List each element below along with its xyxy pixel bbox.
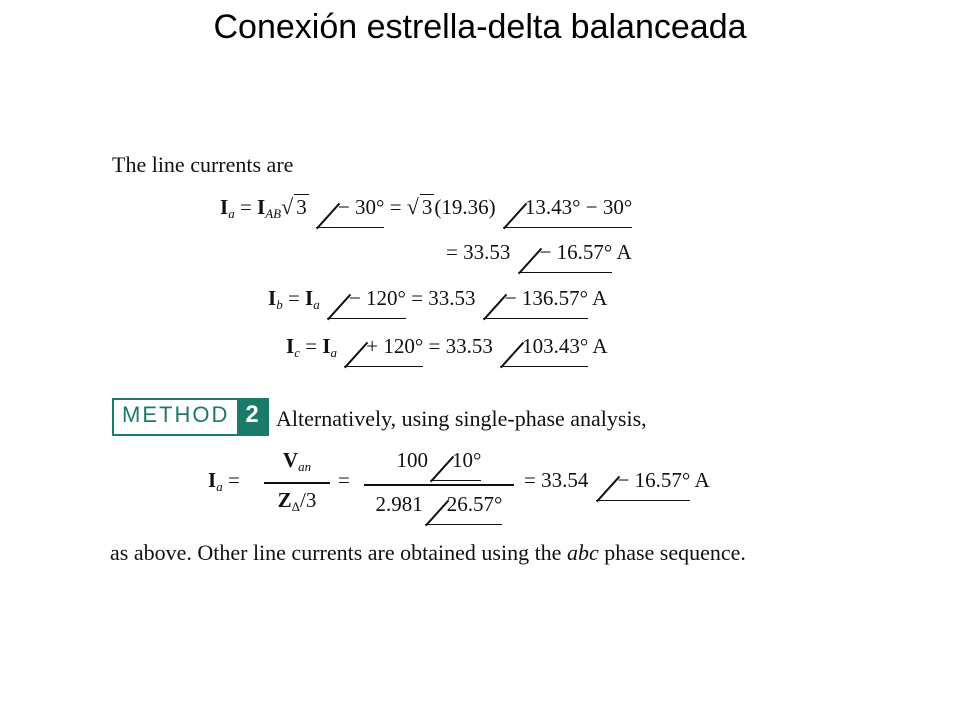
eq1-iab-subscript: AB [265,206,282,221]
equation-ic [286,334,608,361]
eq1-angle-2-value: 13.43° − 30° [524,195,633,219]
eq4-rhs-subscript: a [330,345,337,360]
eq3-angle-2 [483,286,588,311]
eq5-lhs-subscript: a [216,479,223,494]
eq3-unit: A [592,286,608,310]
eq1-sqrt-radical: √ [281,194,294,219]
eq5-fraction-2 [364,446,514,526]
eq3-magnitude: = 33.53 [411,286,476,310]
method-number: 2 [237,400,266,434]
eq3-rhs-subscript: a [313,297,320,312]
eq5-den-subscript: Δ [291,499,301,514]
eq5-num-symbol: V [282,448,299,472]
eq2-equals: = [446,240,458,264]
eq4-angle-2-value: 103.43° [522,334,589,358]
eq3-rhs-symbol: I [305,286,314,310]
eq1-sqrt2-arg: 3 [421,195,433,219]
eq5-result-angle [596,468,691,493]
slide-title: Conexión estrella-delta balanceada [213,8,747,46]
eq4-lhs-subscript: c [294,345,300,360]
eq5-frac1-denominator [264,488,330,515]
eq1-iab-symbol: I [257,195,266,219]
eq4-unit: A [592,334,608,358]
method-2-badge [112,398,269,436]
eq3-lhs-symbol: I [268,286,277,310]
eq3-angle-2-value: − 136.57° [504,286,589,310]
eq5-result-angle-value: − 16.57° [617,468,691,492]
eq4-angle-1 [344,334,423,359]
eq1-sqrt-arg: 3 [296,195,307,219]
eq5-unit: A [694,468,710,492]
eq5-den-tail: /3 [300,488,317,512]
eq5-lhs [208,468,240,495]
eq1-equals-2: = [389,195,402,219]
eq4-lhs-symbol: I [286,334,295,358]
equation-ib [268,286,607,313]
eq5-den2-angle [425,492,503,517]
eq5-lhs-symbol: I [208,468,217,492]
eq5-frac2-numerator [364,448,514,473]
eq5-den2-magnitude: 2.981 [375,492,423,516]
closing-post: phase sequence. [598,540,746,565]
eq1-sqrt2-radical: √ [406,194,419,219]
eq2-magnitude: 33.53 [463,240,511,264]
method-2-text: Alternatively, using single-phase analysis, [276,406,647,431]
eq2-angle-value: − 16.57° [539,240,613,264]
eq5-num2-angle [430,448,481,473]
closing-text [110,540,746,566]
eq1-magnitude: (19.36) [434,195,496,219]
eq2-angle [518,240,613,265]
eq3-angle-1-value: − 120° [348,286,406,310]
eq4-rhs-symbol: I [322,334,331,358]
eq4-equals: = [305,334,318,358]
method-label: METHOD [122,402,230,427]
eq2-unit: A [616,240,632,264]
closing-pre: as above. Other line currents are obtained using the [110,540,567,565]
eq5-result-magnitude: = 33.54 [524,468,589,492]
eq5-frac1-numerator [264,448,330,475]
eq5-num-subscript: an [298,459,312,474]
eq1-equals: = [239,195,252,219]
eq3-equals: = [287,286,300,310]
intro-text: The line currents are [112,152,294,177]
eq5-fraction-1 [264,446,330,522]
equation-ia-2 [446,240,632,265]
eq5-num2-angle-value: 10° [452,448,482,472]
eq5-den-symbol: Z [277,488,292,512]
eq5-frac2-denominator [364,492,514,517]
eq5-frac2-bar [364,484,514,486]
closing-emphasis: abc [566,540,599,565]
eq1-angle-1-value: − 30° [337,195,385,219]
eq5-den2-angle-value: 26.57° [446,492,503,516]
equation-ia-1 [220,194,632,222]
eq5-equals-2: = [338,468,350,492]
eq1-lhs-subscript: a [228,206,235,221]
eq5-frac1-bar [264,482,330,484]
eq4-angle-1-value: + 120° [366,334,424,358]
eq1-lhs-symbol: I [220,195,229,219]
eq4-angle-2 [500,334,588,359]
eq5-num2-magnitude: 100 [396,448,429,472]
eq5-result [524,468,710,493]
eq1-angle-1 [316,195,385,220]
eq1-angle-2 [503,195,632,220]
eq3-lhs-subscript: b [276,297,283,312]
eq4-magnitude: = 33.53 [428,334,493,358]
eq5-equals: = [227,468,240,492]
eq3-angle-1 [327,286,406,311]
